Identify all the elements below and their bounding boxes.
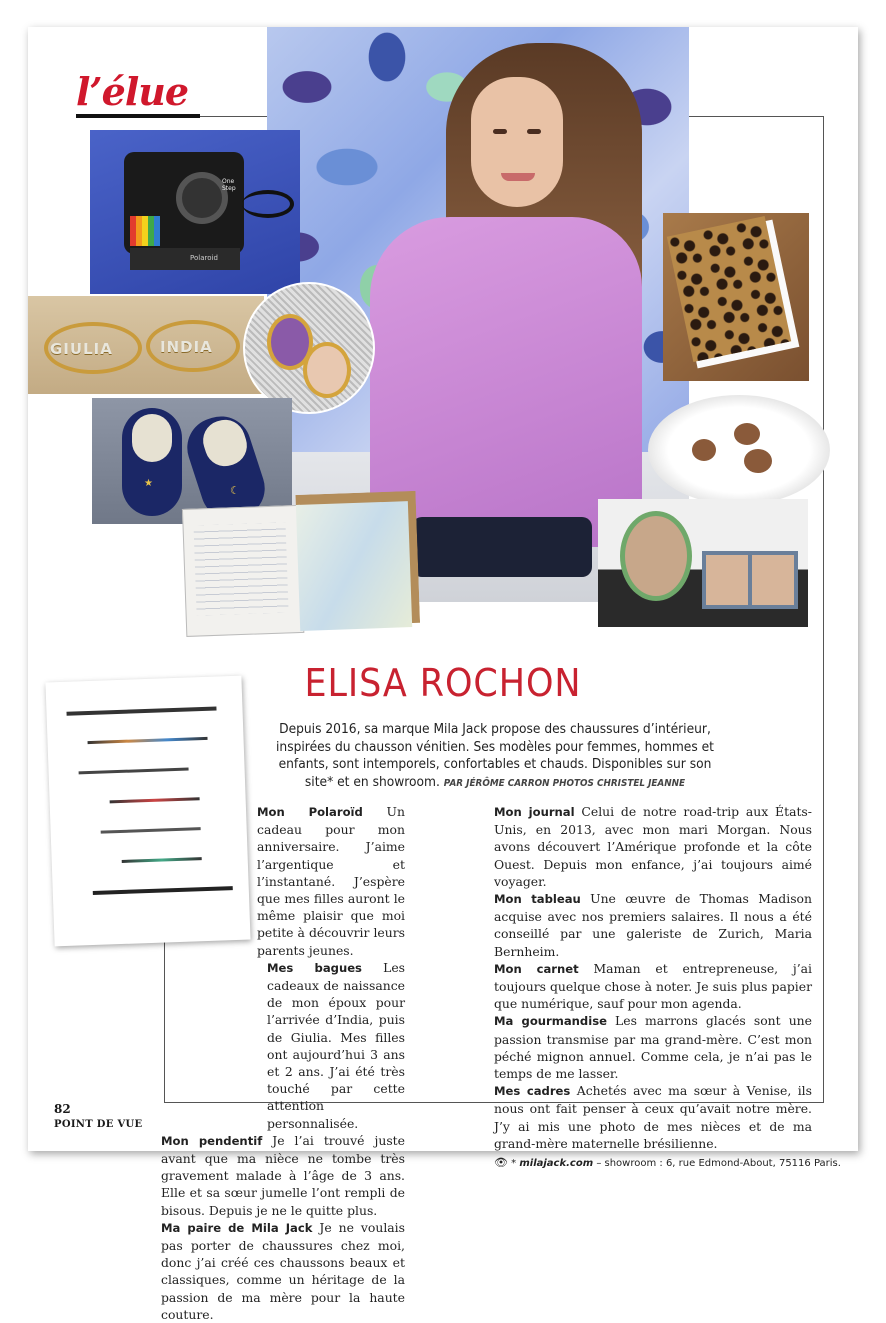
magazine-page (28, 27, 858, 1322)
camera-brand-label: Polaroid (190, 254, 218, 262)
rubric-title: l’élue (76, 69, 189, 114)
camera-model-label: One Step (222, 178, 236, 192)
entry-text: Maman et entrepreneuse, j’ai toujours quelque chose à noter. Je suis plus papier que numérique, sauf pour mon agenda. (494, 960, 812, 1012)
entry-mila-jack (161, 1219, 405, 1323)
footnote-site[interactable]: milajack.com (519, 1158, 594, 1170)
entry-text: Un cadeau pour mon anniversaire. J’aime l’argentique et l’instantané. J’espère que mes filles auront le même plaisir que moi petite à découvrir leurs parents jeunes. (257, 804, 405, 958)
ring-giulia-label: GIULIA (50, 340, 113, 358)
entry-polaroid (257, 803, 405, 959)
entry-text: Achetés avec ma sœur à Venise, ils nous ont fait penser à ceux qu’avait notre mère. J’y ai mis une photo de mes nièces et de ma grand-mère maternelle brésilienne. (494, 1083, 812, 1151)
page-title: ELISA ROCHON (304, 661, 582, 705)
entry-text: Celui de notre road-trip aux États-Unis, en 2013, avec mon mari Morgan. Nous avons découvert l’Amérique profonde et la côte Ouest. Depuis mon enfance, j’ai toujours aimé voyager. (494, 804, 812, 889)
intro-text: Depuis 2016, sa marque Mila Jack propose des chaussures d’intérieur, inspirées du chausson vénitien. Ses modèles pour femmes, hommes et enfants, sont intemporels, confortables et chauds. Disponibles sur son site* et en showroom. (276, 722, 714, 790)
text-column-right (494, 803, 841, 1172)
entry-text: Je l’ai trouvé juste avant que ma nièce ne tombe très gravement malade à l’âge de 3 ans. Elle et sa sœur jumelle l’ont rempli de bisous. Depuis je ne le quitte plus. (161, 1132, 405, 1218)
entry-journal (494, 803, 812, 890)
entry-keyword: Mon journal (494, 805, 575, 819)
rubric-bar (76, 114, 200, 118)
entry-keyword: Mon pendentif (161, 1133, 263, 1148)
entry-bagues (267, 959, 405, 1132)
photo-pendant (243, 282, 375, 414)
entry-tableau (494, 890, 812, 960)
page-number: 82 (54, 1102, 71, 1116)
photo-rings (28, 296, 264, 394)
entry-gourmandise (494, 1012, 812, 1082)
photo-journal (176, 491, 421, 641)
star-icon: ★ (144, 478, 153, 489)
photo-marrons-glaces (648, 395, 830, 505)
photo-frames (598, 499, 808, 627)
photo-notebook (663, 213, 809, 381)
entry-text: Une œuvre de Thomas Madison acquise avec nos premiers salaires. Il nous a été conseillé par une galeriste de Zurich, Maria Bernheim. (494, 891, 812, 959)
entry-pendentif (161, 1132, 405, 1219)
entry-keyword: Mon Polaroïd (257, 805, 363, 819)
moon-icon: ☾ (230, 484, 240, 497)
portrait-jeans (412, 517, 592, 577)
intro-paragraph (267, 721, 723, 792)
entry-keyword: Ma paire de Mila Jack (161, 1220, 313, 1235)
footnote-marker: * (511, 1158, 517, 1170)
magazine-name: POINT DE VUE (54, 1119, 143, 1130)
entry-keyword: Ma gourmandise (494, 1014, 607, 1029)
eye-icon: 👁 (494, 1156, 508, 1170)
footnote-address: – showroom : 6, rue Edmond-About, 75116 Paris. (593, 1158, 841, 1170)
photo-credit: PAR JÉRÔME CARRON PHOTOS CHRISTEL JEANNE (443, 777, 686, 789)
entry-keyword: Mes cadres (494, 1084, 571, 1099)
entry-keyword: Mon carnet (494, 961, 579, 976)
frame-line-right (823, 116, 824, 1103)
footnote (494, 1154, 841, 1172)
entry-keyword: Mon tableau (494, 892, 581, 907)
portrait-face (471, 77, 563, 207)
text-column-left (161, 803, 405, 1323)
photo-polaroid-camera (90, 130, 300, 294)
entry-keyword: Mes bagues (267, 960, 362, 975)
entry-cadres (494, 1082, 812, 1152)
entry-text: Les cadeaux de naissance de mon époux pour l’arrivée d’India, puis de Giulia. Mes filles ont aujourd’hui 3 ans et 2 ans. J’ai été très touché par cette attention personnalisée. (267, 959, 406, 1131)
entry-text: Je ne voulais pas porter de chaussures chez moi, donc j’ai créé ces chaussons beaux et classiques, comme un héritage de la passion de ma mère pour la haute couture. (161, 1219, 405, 1322)
entry-text: Les marrons glacés sont une passion transmise par ma grand-mère. C’est mon péché mignon annuel. Comme cela, je n’ai pas le temps de me lasser. (494, 1013, 812, 1082)
entry-carnet (494, 960, 812, 1013)
ring-india-label: INDIA (160, 338, 213, 356)
